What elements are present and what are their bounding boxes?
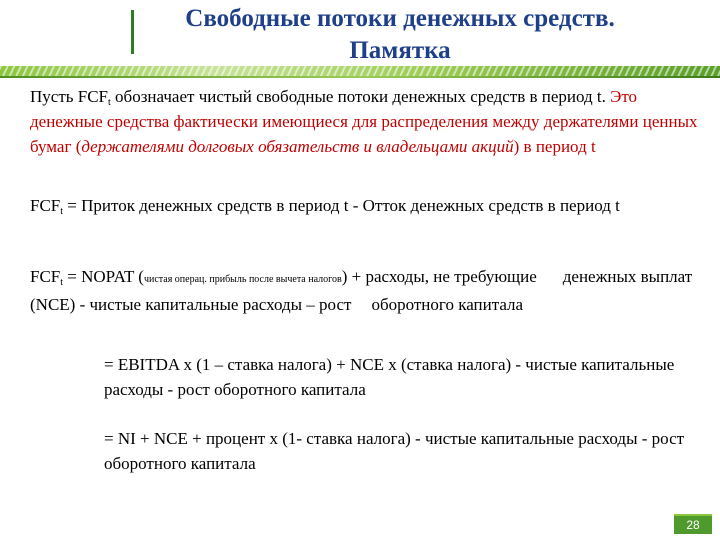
p2-subscript: t [60, 206, 64, 217]
green-divider-underline [0, 76, 720, 78]
formula-net-income: = NI + NCE + процент x (1- ставка налога) - чистые капитальные расходы - рост оборотного капитала [104, 429, 685, 473]
title-line-1: Свободные потоки денежных средств. [185, 5, 615, 32]
p3-text-d: денежных выплат (NCE) - чистые капитальные расходы – рост [30, 267, 693, 314]
p1-red-text: Это денежные средства фактически имеющиеся для распределения между держателями ценных бумаг ( [30, 87, 698, 156]
p3-subscript: t [60, 277, 64, 288]
green-divider-band [0, 66, 720, 76]
page-number: 28 [674, 514, 712, 534]
p2-text-a: FCF [30, 196, 61, 215]
p2-text-b: = Приток денежных средств в период t - Отток денежных средств в период t [63, 196, 620, 215]
p1-subscript: t [108, 97, 111, 108]
p1-text-a: Пусть FCF [30, 87, 109, 106]
p3-text-c: ) + расходы, не требующие [341, 267, 537, 286]
p3-text-e: оборотного капитала [371, 295, 524, 314]
formula-ebitda: = EBITDA x (1 – ставка налога) + NCE x (ставка налога) - чистые капитальные расходы - рост оборотного капитала [104, 355, 675, 399]
title-accent-bar [131, 10, 134, 54]
p1-text-b: обозначает чистый свободные потоки денежных средств в период t. [110, 87, 611, 106]
slide-title [140, 3, 660, 67]
p1-red-end: ) в период t [513, 137, 596, 156]
p1-red-italic-text: держателями долговых обязательств и владельцами акций [81, 137, 514, 156]
title-line-2: Памятка [349, 37, 451, 64]
p3-text-b: = NOPAT ( [63, 267, 144, 286]
p3-small-note: чистая операц. прибыль после вычета налогов [143, 274, 342, 285]
formula-nopat [30, 264, 700, 317]
p3-text-a: FCF [30, 267, 61, 286]
formula-inflow-outflow [30, 193, 700, 218]
definition-paragraph [30, 84, 700, 159]
